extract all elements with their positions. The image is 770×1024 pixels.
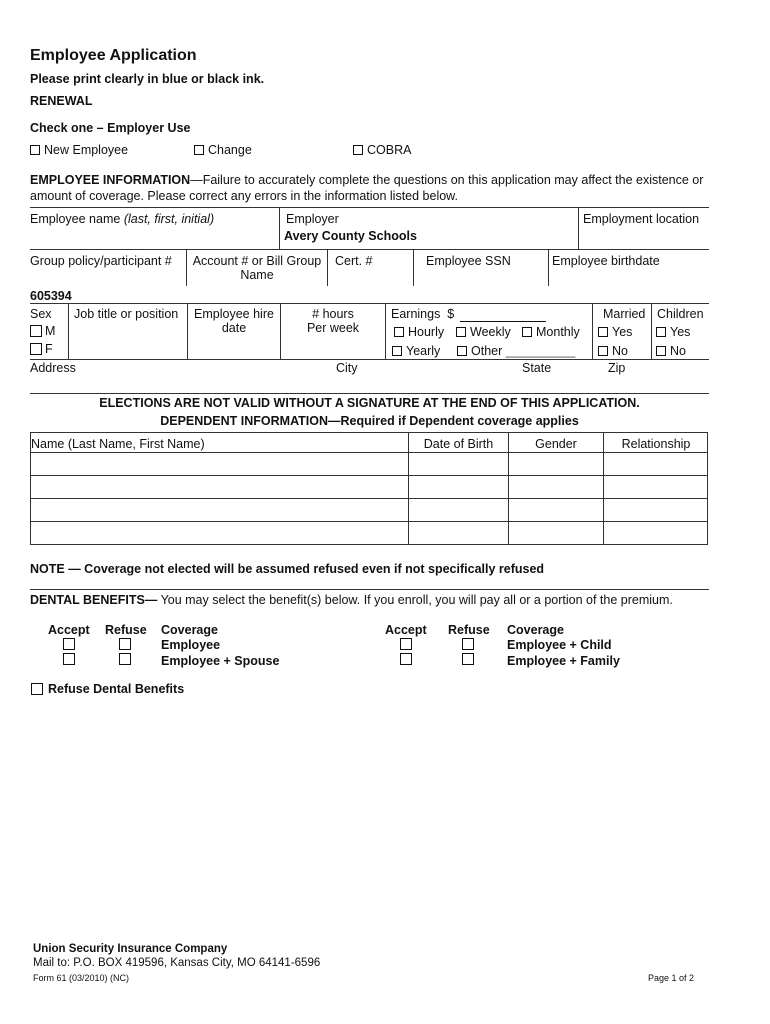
checkbox[interactable] bbox=[598, 346, 608, 356]
dental-option-employee: Employee bbox=[161, 638, 221, 652]
divider bbox=[30, 249, 709, 250]
checkbox[interactable] bbox=[522, 327, 532, 337]
checkbox[interactable] bbox=[457, 346, 467, 356]
freq-hourly-label: Hourly bbox=[408, 325, 445, 339]
divider bbox=[30, 393, 709, 394]
earnings-text: Earnings bbox=[391, 307, 441, 321]
hours-label-line2: Per week bbox=[306, 321, 360, 335]
freq-weekly-option[interactable] bbox=[456, 325, 511, 339]
earnings-input-line[interactable] bbox=[460, 321, 546, 322]
freq-yearly-option[interactable] bbox=[392, 344, 440, 358]
checkbox[interactable] bbox=[63, 638, 75, 650]
divider bbox=[578, 207, 579, 249]
freq-weekly-label: Weekly bbox=[470, 325, 511, 339]
accept-child-checkbox[interactable] bbox=[400, 638, 412, 653]
employee-info-heading: EMPLOYEE INFORMATION bbox=[30, 173, 191, 187]
married-no-option[interactable] bbox=[598, 344, 628, 358]
employee-info-text-1 bbox=[30, 173, 703, 187]
accept-header-right: Accept bbox=[385, 623, 427, 637]
hire-date-label-line1: Employee hire bbox=[194, 307, 274, 321]
checkbox[interactable] bbox=[194, 145, 204, 155]
birthdate-label: Employee birthdate bbox=[552, 254, 660, 268]
checkbox[interactable] bbox=[598, 327, 608, 337]
sex-m-option[interactable] bbox=[30, 324, 55, 338]
sex-f-label: F bbox=[45, 342, 53, 356]
children-yes-option[interactable] bbox=[656, 325, 690, 339]
employee-name-field[interactable] bbox=[30, 212, 214, 226]
sex-f-option[interactable] bbox=[30, 342, 53, 356]
checkbox[interactable] bbox=[394, 327, 404, 337]
change-option[interactable] bbox=[194, 143, 252, 157]
children-no-label: No bbox=[670, 344, 686, 358]
dental-heading: DENTAL BENEFITS— bbox=[30, 593, 158, 607]
freq-yearly-label: Yearly bbox=[406, 344, 441, 358]
checkbox[interactable] bbox=[656, 346, 666, 356]
freq-other-option[interactable] bbox=[457, 344, 575, 358]
checkbox[interactable] bbox=[462, 638, 474, 650]
dental-text: You may select the benefit(s) below. If you enroll, you will pay all or a portion of the premium. bbox=[157, 593, 673, 607]
dep-header-name: Name (Last Name, First Name) bbox=[31, 437, 205, 451]
accept-family-checkbox[interactable] bbox=[400, 653, 412, 668]
freq-hourly-option[interactable] bbox=[394, 325, 444, 339]
children-yes-label: Yes bbox=[670, 325, 691, 339]
checkbox[interactable] bbox=[353, 145, 363, 155]
divider bbox=[68, 303, 69, 359]
change-label: Change bbox=[208, 143, 252, 157]
divider bbox=[30, 359, 709, 360]
checkbox[interactable] bbox=[30, 145, 40, 155]
earnings-label bbox=[391, 307, 454, 321]
job-title-label: Job title or position bbox=[74, 307, 179, 321]
other-blank-line[interactable]: __________ bbox=[505, 344, 576, 358]
sex-m-label: M bbox=[45, 324, 56, 338]
refuse-dental-option[interactable] bbox=[31, 682, 184, 696]
refuse-family-checkbox[interactable] bbox=[462, 653, 474, 668]
employer-label: Employer bbox=[286, 212, 339, 226]
mail-address: Mail to: P.O. BOX 419596, Kansas City, MO 64141-6596 bbox=[33, 957, 321, 969]
cobra-label: COBRA bbox=[367, 143, 412, 157]
divider bbox=[30, 498, 708, 499]
freq-monthly-label: Monthly bbox=[536, 325, 580, 339]
instructions: Please print clearly in blue or black ink. bbox=[30, 72, 265, 86]
new-employee-label: New Employee bbox=[44, 143, 129, 157]
employee-info-text: —Failure to accurately complete the questions on this application may affect the existence or bbox=[190, 173, 704, 187]
employer-value: Avery County Schools bbox=[284, 229, 417, 243]
married-label: Married bbox=[603, 307, 646, 321]
group-policy-value: 605394 bbox=[30, 289, 72, 303]
state-label: State bbox=[522, 361, 552, 375]
account-label-line1: Account # or Bill Group bbox=[192, 254, 322, 268]
company-name: Union Security Insurance Company bbox=[33, 943, 228, 955]
account-label-line2: Name bbox=[240, 268, 274, 282]
dep-header-relationship: Relationship bbox=[621, 437, 691, 451]
dental-option-employee-family: Employee + Family bbox=[507, 654, 620, 668]
checkbox[interactable] bbox=[462, 653, 474, 665]
married-no-label: No bbox=[612, 344, 628, 358]
divider bbox=[592, 303, 593, 359]
employment-location-label: Employment location bbox=[583, 212, 700, 226]
dental-option-employee-child: Employee + Child bbox=[507, 638, 612, 652]
hire-date-label bbox=[188, 307, 280, 335]
divider bbox=[30, 207, 709, 208]
divider bbox=[30, 452, 708, 453]
married-yes-option[interactable] bbox=[598, 325, 632, 339]
coverage-note: NOTE — Coverage not elected will be assumed refused even if not specifically refused bbox=[30, 562, 545, 576]
address-label: Address bbox=[30, 361, 76, 375]
dental-intro bbox=[30, 593, 673, 607]
refuse-dental-label: Refuse Dental Benefits bbox=[48, 682, 185, 696]
checkbox[interactable] bbox=[656, 327, 666, 337]
divider bbox=[30, 589, 709, 590]
checkbox[interactable] bbox=[119, 638, 131, 650]
group-policy-label: Group policy/participant # bbox=[30, 254, 172, 268]
checkbox[interactable] bbox=[456, 327, 466, 337]
married-yes-label: Yes bbox=[612, 325, 633, 339]
checkbox[interactable] bbox=[392, 346, 402, 356]
cert-label: Cert. # bbox=[335, 254, 373, 268]
elections-notice: ELECTIONS ARE NOT VALID WITHOUT A SIGNATURE AT THE END OF THIS APPLICATION. bbox=[99, 396, 640, 410]
renewal-label: RENEWAL bbox=[30, 94, 93, 108]
ssn-label: Employee SSN bbox=[426, 254, 511, 268]
dental-option-employee-spouse: Employee + Spouse bbox=[161, 654, 280, 668]
dep-header-gender: Gender bbox=[535, 437, 577, 451]
form-number: Form 61 (03/2010) (NC) bbox=[33, 973, 130, 983]
dependent-heading: DEPENDENT INFORMATION—Required if Dependent coverage applies bbox=[160, 414, 579, 428]
refuse-employee-checkbox[interactable] bbox=[119, 638, 131, 653]
coverage-header-right: Coverage bbox=[507, 623, 564, 637]
divider bbox=[327, 249, 328, 286]
city-label: City bbox=[336, 361, 358, 375]
divider bbox=[279, 207, 280, 249]
new-employee-option[interactable] bbox=[30, 143, 128, 157]
account-label bbox=[187, 254, 327, 282]
children-label: Children bbox=[657, 307, 704, 321]
hire-date-label-line2: date bbox=[221, 321, 247, 335]
divider bbox=[30, 521, 708, 522]
refuse-header-left: Refuse bbox=[105, 623, 147, 637]
checkbox[interactable] bbox=[30, 343, 42, 355]
hours-label bbox=[281, 307, 385, 335]
checkbox[interactable] bbox=[119, 653, 131, 665]
coverage-header-left: Coverage bbox=[161, 623, 218, 637]
checkbox[interactable] bbox=[400, 653, 412, 665]
accept-employee-checkbox[interactable] bbox=[63, 638, 75, 653]
refuse-child-checkbox[interactable] bbox=[462, 638, 474, 653]
divider bbox=[651, 303, 652, 359]
divider bbox=[30, 303, 709, 304]
freq-monthly-option[interactable] bbox=[522, 325, 580, 339]
checkbox[interactable] bbox=[30, 325, 42, 337]
employee-name-hint: (last, first, initial) bbox=[123, 212, 215, 226]
dep-header-dob: Date of Birth bbox=[423, 437, 494, 451]
checkbox[interactable] bbox=[63, 653, 75, 665]
divider bbox=[385, 303, 386, 359]
checkbox[interactable] bbox=[31, 683, 43, 695]
accept-header-left: Accept bbox=[48, 623, 90, 637]
accept-spouse-checkbox[interactable] bbox=[63, 653, 75, 668]
page-number: Page 1 of 2 bbox=[648, 973, 695, 983]
hours-label-line1: # hours bbox=[312, 307, 354, 321]
divider bbox=[30, 475, 708, 476]
divider bbox=[413, 249, 414, 286]
sex-label: Sex bbox=[30, 307, 52, 321]
refuse-header-right: Refuse bbox=[448, 623, 490, 637]
employee-info-text-2: amount of coverage. Please correct any errors in the information listed below. bbox=[30, 189, 458, 203]
children-no-option[interactable] bbox=[656, 344, 686, 358]
refuse-spouse-checkbox[interactable] bbox=[119, 653, 131, 668]
checkbox[interactable] bbox=[400, 638, 412, 650]
currency-symbol: $ bbox=[447, 307, 455, 321]
freq-other-label: Other bbox=[471, 344, 503, 358]
check-one-label: Check one – Employer Use bbox=[30, 121, 191, 135]
page-title: Employee Application bbox=[30, 47, 197, 64]
cobra-option[interactable] bbox=[353, 143, 411, 157]
employee-name-label: Employee name bbox=[30, 212, 121, 226]
divider bbox=[548, 249, 549, 286]
zip-label: Zip bbox=[608, 361, 626, 375]
